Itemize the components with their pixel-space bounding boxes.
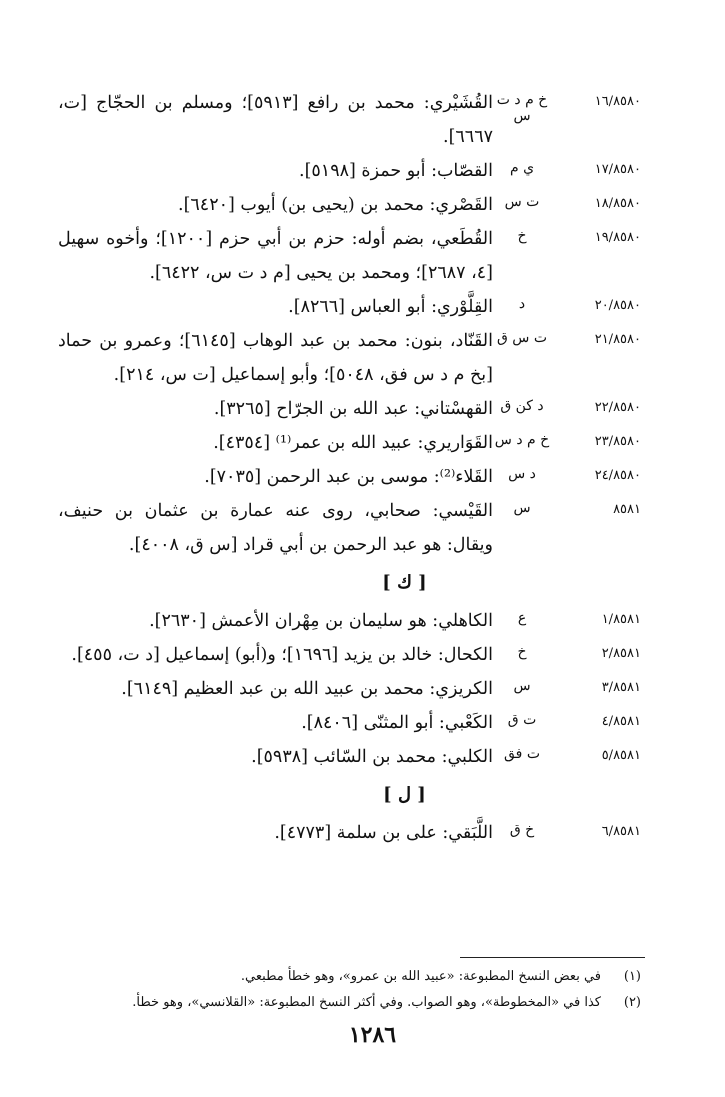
list-item: [58, 638, 641, 672]
entry-number: ٨٥٨١: [613, 502, 641, 517]
entry-symbols: خ م د ت س: [496, 92, 548, 124]
list-item: [58, 392, 641, 426]
entry-text: اللَّبَقي: على بن سلمة [٤٧٧٣].: [274, 823, 493, 843]
list-item: [58, 188, 641, 222]
entry-text: القُطَعي، بضم أوله: حزم بن أبي حزم [١٢٠٠]؛ وأخوه سهيل [٤، ٢٦٨٧]؛ ومحمد بن يحيى [م د ت س، ٦٤٢٢].: [58, 229, 493, 283]
entry-text: الكريزي: محمد بن عبيد الله بن عبد العظيم [٦١٤٩].: [121, 679, 493, 699]
entry-symbols: خ: [517, 644, 527, 660]
list-item: [58, 222, 641, 290]
entry-number: ٤/٨٥٨١: [601, 714, 641, 729]
entry-symbols: د كن ق: [500, 398, 544, 414]
entry-symbols: ت س: [504, 194, 540, 210]
entry-text: القَنّاد، بنون: محمد بن عبد الوهاب [٦١٤٥]؛ وعمرو بن حماد [بخ م د س فق، ٥٠٤٨]؛ وأبو إسماعيل [ت س، ٢١٤].: [58, 331, 493, 385]
list-item: [58, 290, 641, 324]
entry-symbols: ت س ق: [496, 330, 548, 346]
entry-text: القِلَّوْري: أبو العباس [٨٢٦٦].: [288, 297, 493, 317]
entry-text: الكَعْبي: أبو المثنّى [٨٤٠٦].: [301, 713, 493, 733]
list-item: [58, 706, 641, 740]
entry-symbols: خ: [517, 228, 527, 244]
section-heading-lam: [ ل ]: [383, 784, 426, 805]
entry-symbols: د: [518, 296, 526, 312]
entry-text: القَيْسي: صحابي، روى عنه عمارة بن عثمان بن حنيف، ويقال: هو عبد الرحمن بن أبي قراد [س ق، ٤٠٠٨].: [58, 501, 493, 555]
entry-number: ٢/٨٥٨١: [601, 646, 641, 661]
entry-number: ٢٤/٨٥٨٠: [594, 468, 641, 483]
entry-number: ٢٠/٨٥٨٠: [594, 298, 641, 313]
entry-number: ٥/٨٥٨١: [601, 748, 641, 763]
entry-number: ٣/٨٥٨١: [601, 680, 641, 695]
entry-symbols: ت ق: [507, 712, 537, 728]
entry-number: ١٧/٨٥٨٠: [594, 162, 641, 177]
list-item: [58, 816, 641, 850]
list-item: [58, 86, 641, 154]
entry-number: ٢٣/٨٥٨٠: [594, 434, 641, 449]
entry-text: الكلبي: محمد بن السّائب [٥٩٣٨].: [251, 747, 493, 767]
entry-number: ٢٢/٨٥٨٠: [594, 400, 641, 415]
footnote-text: في بعض النسخ المطبوعة: «عبيد الله بن عمرو»، وهو خطأ مطبعي.: [240, 969, 601, 984]
footnote-number: (١): [623, 969, 641, 984]
entry-number: ١٦/٨٥٨٠: [594, 94, 641, 109]
list-item: [58, 494, 641, 562]
entry-number: ١/٨٥٨١: [601, 612, 641, 627]
entry-symbols: ع: [517, 610, 527, 626]
entry-symbols: خ م د س: [494, 432, 550, 448]
entry-text: القُشَيْري: محمد بن رافع [٥٩١٣]؛ ومسلم بن الحجّاج [ت، ٦٦٦٧].: [58, 93, 493, 147]
list-item: [58, 154, 641, 188]
entry-text: القَوَاريري: عبيد الله بن عمر⁽¹⁾ [٤٣٥٤].: [213, 433, 493, 453]
list-item: [58, 460, 641, 494]
entry-symbols: خ ق: [509, 822, 535, 838]
footnote: [95, 990, 641, 1016]
entry-number: ١٩/٨٥٨٠: [594, 230, 641, 245]
footnote: [95, 964, 641, 990]
list-item: [58, 672, 641, 706]
entry-text: الكحال: خالد بن يزيد [١٦٩٦]؛ و(أبو) إسماعيل [د ت، ٤٥٥].: [71, 645, 493, 665]
list-item: [58, 740, 641, 774]
entry-symbols: ت فق: [504, 746, 540, 762]
section-heading-kaf: [ ك ]: [382, 572, 427, 593]
entry-symbols: ي م: [509, 160, 535, 176]
list-item: [58, 324, 641, 392]
entry-text: القصّاب: أبو حمزة [٥١٩٨].: [299, 161, 493, 181]
footnote-number: (٢): [623, 995, 641, 1010]
footnotes: [95, 964, 641, 1016]
page-number: ١٢٨٦: [348, 1022, 397, 1048]
entry-number: ٢١/٨٥٨٠: [594, 332, 641, 347]
entry-text: القَصْري: محمد بن (يحيى بن) أيوب [٦٤٢٠].: [178, 195, 493, 215]
entry-text: القَلاء⁽²⁾: موسى بن عبد الرحمن [٧٠٣٥].: [204, 467, 493, 487]
entry-symbols: س: [513, 678, 531, 694]
entry-symbols: س: [513, 500, 531, 516]
entry-text: الكاهلي: هو سليمان بن مِهْران الأعمش [٢٦٣٠].: [149, 611, 493, 631]
entries-list: [58, 86, 641, 850]
entry-number: ١٨/٨٥٨٠: [594, 196, 641, 211]
entry-number: ٦/٨٥٨١: [601, 824, 641, 839]
list-item: [58, 604, 641, 638]
entry-symbols: د س: [508, 466, 536, 482]
entry-text: القهسْتاني: عبد الله بن الجرّاح [٣٢٦٥].: [213, 399, 493, 419]
footnote-divider: [460, 957, 645, 958]
footnote-text: كذا في «المخطوطة»، وهو الصواب. وفي أكثر النسخ المطبوعة: «القلانسي»، وهو خطأ.: [132, 995, 601, 1010]
list-item: [58, 426, 641, 460]
